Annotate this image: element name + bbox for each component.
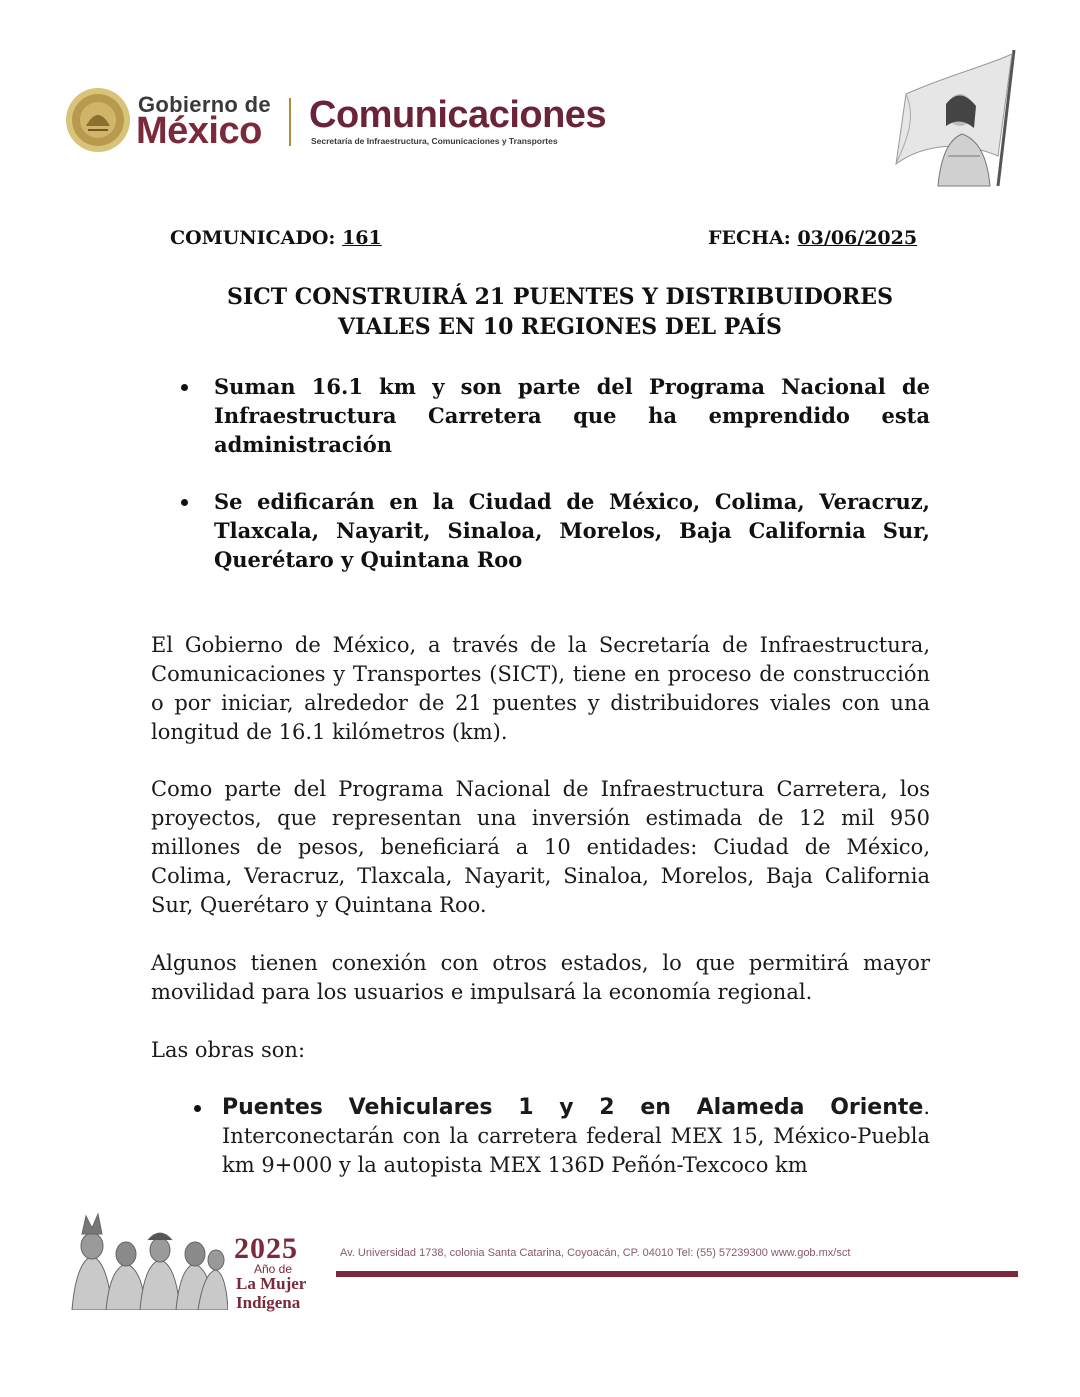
brand-title: Comunicaciones — [309, 94, 607, 136]
footer-bar — [336, 1271, 1018, 1277]
comunicado-label: COMUNICADO: — [170, 227, 336, 249]
comunicado-number: 161 — [342, 227, 382, 249]
mexico-label: México — [136, 110, 262, 152]
press-title-line1: SICT CONSTRUIRÁ 21 PUENTES Y DISTRIBUIDORES — [227, 284, 893, 310]
year-subtitle-2: La Mujer — [236, 1274, 307, 1293]
header-divider — [289, 98, 291, 146]
obra-item — [190, 1093, 930, 1180]
highlight-item: Suman 16.1 km y son parte del Programa Nacional de Infraestructura Carretera que ha emprendido esta administración — [176, 372, 930, 459]
highlights-list — [176, 372, 930, 602]
body-paragraph: Las obras son: — [151, 1038, 306, 1062]
obras-list — [190, 1093, 930, 1180]
year-subtitle-3: Indígena — [236, 1293, 301, 1312]
fecha-value: 03/06/2025 — [797, 227, 918, 249]
press-title — [150, 282, 970, 342]
body-paragraph: El Gobierno de México, a través de la Secretaría de Infraestructura, Comunicaciones y Transportes (SICT), tiene en proceso de construcción o por iniciar, alrededor de 21 puentes y distribuidores viales con una longitud de 16.1 kilómetros (km). — [151, 633, 930, 744]
national-seal-icon — [64, 86, 132, 154]
comunicado-field — [170, 227, 382, 249]
fecha-label: FECHA: — [708, 227, 791, 249]
footer-address: Av. Universidad 1738, colonia Santa Catarina, Coyoacán, CP. 04010 Tel: (55) 57239300 www.gob.mx/sct — [340, 1247, 851, 1259]
year-subtitle-1: Año de — [254, 1262, 293, 1276]
body-paragraph: Como parte del Programa Nacional de Infraestructura Carretera, los proyectos, que representan una inversión estimada de 12 mil 950 millones de pesos, beneficiará a 10 entidades: Ciudad de México, Colima, Veracruz, Tlaxcala, Nayarit, Sinaloa, Morelos, Baja California Sur, Querétaro y Quintana Roo. — [151, 777, 930, 917]
press-title-line2: VIALES EN 10 REGIONES DEL PAÍS — [338, 314, 782, 340]
year-label: 2025 — [234, 1232, 298, 1265]
indigenous-women-illustration — [68, 1212, 228, 1310]
gobierno-label: Gobierno de — [138, 92, 271, 117]
highlight-item: Se edificarán en la Ciudad de México, Colima, Veracruz, Tlaxcala, Nayarit, Sinaloa, Morelos, Baja California Sur, Querétaro y Quintana Roo — [176, 487, 930, 574]
obra-lead: Puentes Vehiculares 1 y 2 en Alameda Oriente — [222, 1095, 924, 1120]
body-paragraph: Algunos tienen conexión con otros estados, lo que permitirá mayor movilidad para los usuarios e impulsará la economía regional. — [151, 951, 930, 1004]
brand-subtitle: Secretaría de Infraestructura, Comunicaciones y Transportes — [311, 136, 558, 146]
woman-with-flag-illustration — [886, 46, 1026, 188]
obra-text: . Interconectarán con la carretera federal MEX 15, México-Puebla km 9+000 y la autopista MEX 136D Peñón-Texcoco km — [222, 1095, 930, 1177]
fecha-field — [708, 227, 917, 249]
